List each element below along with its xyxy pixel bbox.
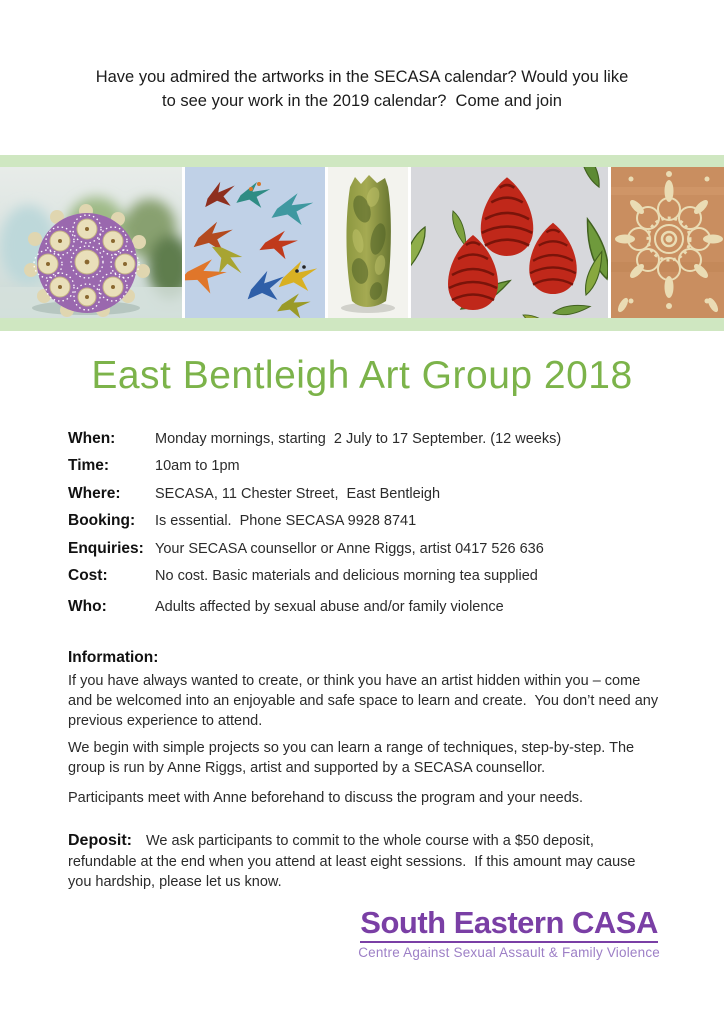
detail-label: Cost: [68,566,108,584]
intro-line-2: to see your work in the 2019 calendar? Come and join [162,91,562,110]
detail-row-who [68,598,668,625]
detail-row-where [68,485,668,512]
detail-row-enquiries [68,540,668,567]
detail-value: SECASA, 11 Chester Street, East Bentleigh [155,485,441,502]
photo-sea-urchin-ceramic [0,167,182,318]
photo-painted-ceramic-birds [185,167,325,318]
detail-label: Where: [68,484,121,502]
info-paragraph-3: Participants meet with Anne beforehand to discuss the program and your needs. [68,790,584,806]
intro-text [0,66,724,114]
detail-label: Time: [68,457,110,475]
detail-value: 10am to 1pm [155,458,240,475]
detail-value: Your SECASA counsellor or Anne Riggs, artist 0417 526 636 [155,540,544,557]
deposit-paragraph [68,830,660,892]
info-paragraph-1: If you have always wanted to create, or think you have an artist hidden within you – come and be welcomed into an enjoyable and safe space to learn and create. You don’t need any previous experience to attend. [68,673,663,729]
page-title: East Bentleigh Art Group 2018 [91,354,633,397]
photo-terracotta-tile [611,167,724,318]
detail-value: Monday mornings, starting 2 July to 17 September. (12 weeks) [155,431,562,447]
ceramic-vase-photo-graphic [328,167,408,318]
detail-row-time [68,457,668,484]
photo-strip [0,167,724,318]
detail-label: Enquiries: [68,539,144,557]
detail-label: Booking: [68,512,136,530]
deposit-label: Deposit: [68,832,132,849]
deposit-text: We ask participants to commit to the whole course with a $50 deposit, refundable at the end when you attend at least eight sessions. If this amount may cause you hardship, please let us know. [68,833,640,891]
ceramic-birds-photo-graphic [185,167,325,318]
detail-label: When: [68,430,116,447]
secasa-logo [358,906,660,960]
detail-row-when [68,430,668,457]
detail-row-booking [68,512,668,539]
detail-value: No cost. Basic materials and delicious morning tea supplied [155,567,538,584]
detail-value: Adults affected by sexual abuse and/or family violence [155,599,504,616]
terracotta-tile-photo-graphic [611,167,724,318]
sea-urchin-photo-graphic [0,167,182,318]
logo-title: South Eastern CASA [360,906,658,943]
detail-row-cost [68,567,668,594]
waratah-photo-graphic [411,167,608,318]
detail-value: Is essential. Phone SECASA 9928 8741 [155,513,417,530]
photo-green-ceramic-vase [328,167,408,318]
information-heading: Information: [68,649,159,666]
photo-ceramic-waratahs [411,167,608,318]
details-list [68,430,668,626]
detail-label: Who: [68,598,107,616]
intro-line-1: Have you admired the artworks in the SECASA calendar? Would you like [95,68,629,86]
logo-tagline: Centre Against Sexual Assault & Family Violence [358,945,660,961]
info-paragraph-2: We begin with simple projects so you can learn a range of techniques, step-by-step. The group is run by Anne Riggs, artist and supported by a SECASA counsellor. [68,740,639,776]
